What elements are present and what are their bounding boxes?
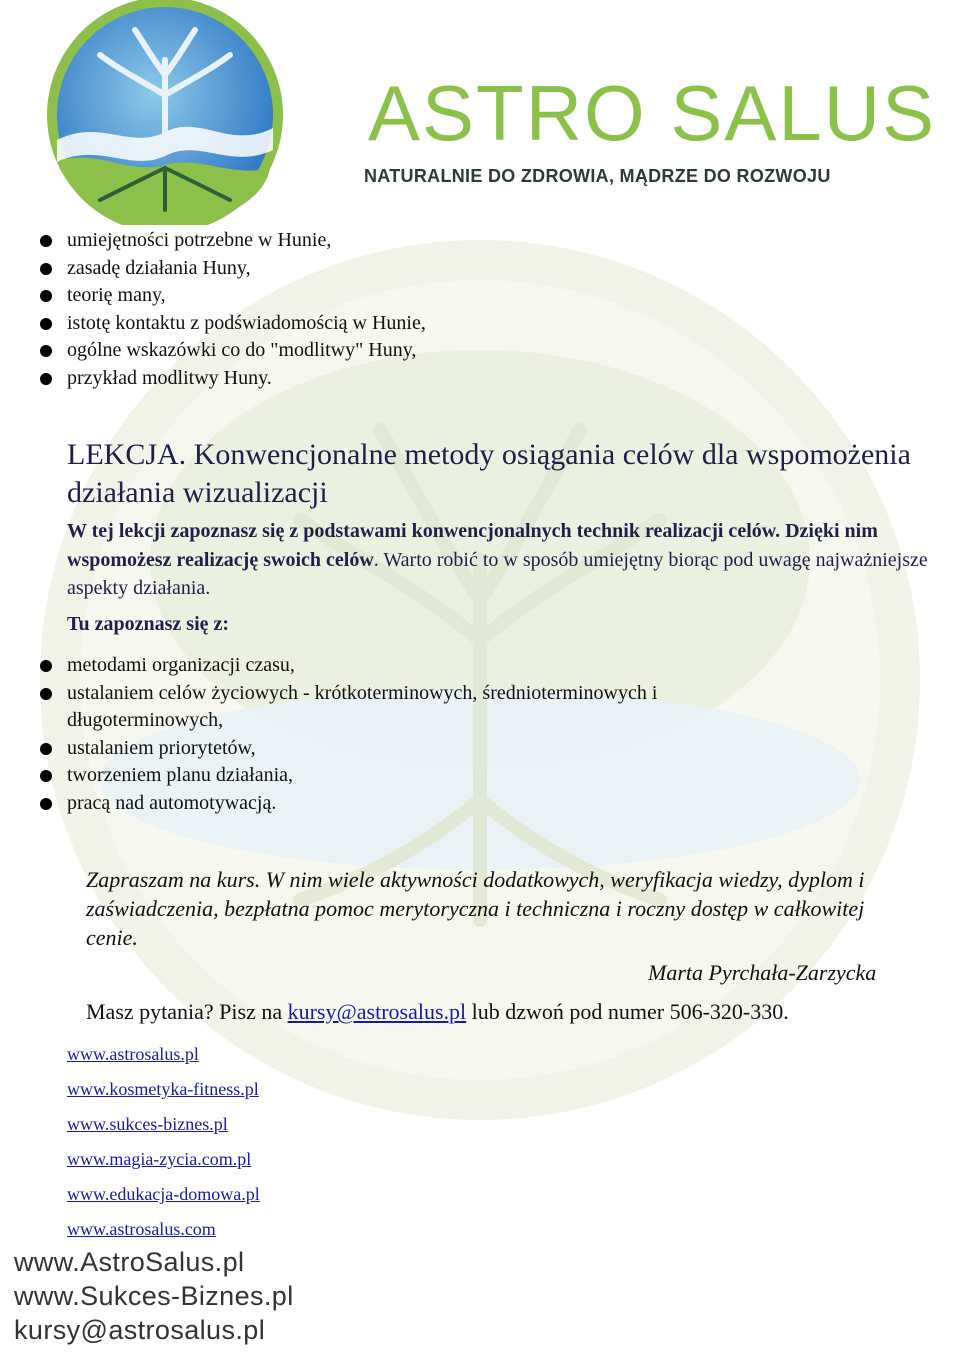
lesson-topic-list — [0, 652, 800, 817]
lesson-description-rest: . Warto robić to w sposób umiejętny biorąc pod uwagę najważniejsze aspekty działania. — [67, 548, 928, 599]
footer-stamp-line: www.Sukces-Biznes.pl — [14, 1281, 294, 1311]
link-astrosalus-pl[interactable]: www.astrosalus.pl — [67, 1044, 199, 1064]
list-item: istotę kontaktu z podświadomością w Hunie, — [0, 310, 900, 338]
course-invitation: Zapraszam na kurs. W nim wiele aktywności dodatkowych, weryfikacja wiedzy, dyplom i zaświadczenia, bezpłatna pomoc merytoryczna i techniczna i roczny dostęp w całkowitej cenie. — [86, 867, 865, 950]
link-edukacja-domowa[interactable]: www.edukacja-domowa.pl — [67, 1184, 260, 1204]
author-signature: Marta Pyrchała-Zarzycka — [648, 960, 877, 985]
astro-salus-tree-logo-icon — [0, 0, 340, 225]
contact-prefix: Masz pytania? Pisz na — [86, 999, 288, 1024]
list-item: metodami organizacji czasu, — [0, 652, 800, 680]
contact-line — [86, 999, 946, 1025]
list-item: tworzeniem planu działania, — [0, 762, 800, 790]
brand-name: ASTRO SALUS — [368, 69, 937, 157]
lesson-description — [67, 517, 960, 603]
lesson-subheading: Tu zapoznasz się z: — [67, 613, 230, 635]
list-item: ustalaniem priorytetów, — [0, 735, 800, 763]
header — [0, 0, 960, 230]
list-item: umiejętności potrzebne w Hunie, — [0, 227, 900, 255]
brand-tagline: NATURALNIE DO ZDROWIA, MĄDRZE DO ROZWOJU — [364, 166, 831, 186]
footer-stamp — [14, 1245, 394, 1347]
list-item: pracą nad automotywacją. — [0, 790, 800, 818]
website-links — [67, 1037, 260, 1247]
list-item: teorię many, — [0, 282, 900, 310]
link-astrosalus-com[interactable]: www.astrosalus.com — [67, 1219, 216, 1239]
link-kosmetyka-fitness[interactable]: www.kosmetyka-fitness.pl — [67, 1079, 259, 1099]
list-item: zasadę działania Huny, — [0, 255, 900, 283]
contact-suffix: lub dzwoń pod numer 506-320-330. — [466, 999, 789, 1024]
email-link[interactable]: kursy@astrosalus.pl — [287, 999, 467, 1024]
link-sukces-biznes[interactable]: www.sukces-biznes.pl — [67, 1114, 228, 1134]
link-magia-zycia[interactable]: www.magia-zycia.com.pl — [67, 1149, 252, 1169]
list-item: przykład modlitwy Huny. — [0, 365, 900, 393]
lesson-title: LEKCJA. Konwencjonalne metody osiągania celów dla wspomożenia działania wizualizacji — [67, 438, 911, 509]
list-item: ogólne wskazówki co do "modlitwy" Huny, — [0, 337, 900, 365]
footer-stamp-line: www.AstroSalus.pl — [14, 1247, 245, 1277]
list-item: ustalaniem celów życiowych - krótkoterminowych, średnioterminowych i długoterminowych, — [0, 680, 800, 735]
intro-topic-list — [0, 227, 900, 392]
footer-stamp-line: kursy@astrosalus.pl — [14, 1315, 266, 1345]
lesson-description-bold: W tej lekcji zapoznasz się z podstawami konwencjonalnych technik realizacji celów. Dzięki nim wspomożesz realizację swoich celów — [67, 520, 878, 571]
